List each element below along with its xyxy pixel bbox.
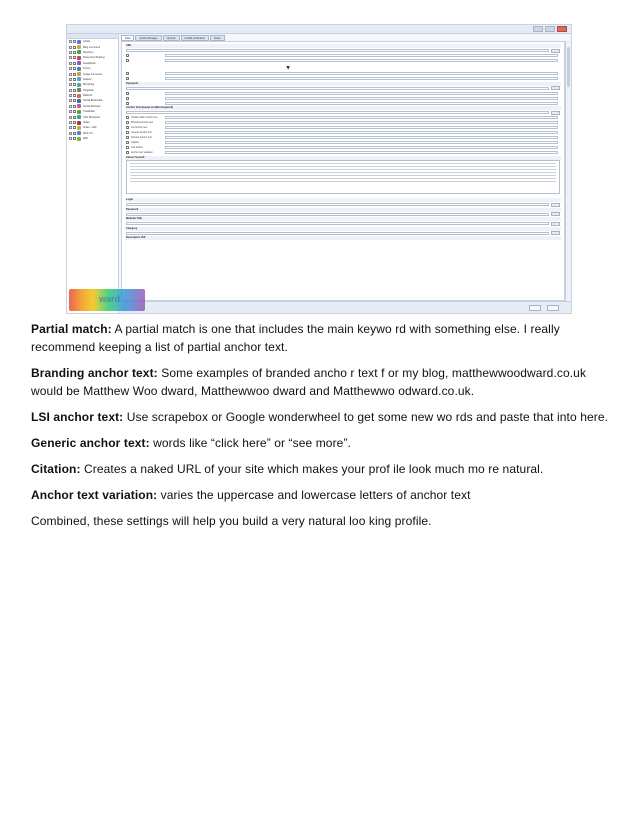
form-row	[125, 72, 561, 76]
term-description: Creates a naked URL of your site which makes your prof ile look much mo re natural.	[80, 462, 544, 476]
expand-icon	[69, 51, 72, 54]
field-label: URL	[126, 44, 132, 47]
engine-icon	[77, 99, 81, 103]
checkbox-icon	[126, 131, 129, 134]
term-label: Generic anchor text:	[31, 436, 150, 450]
conclusion-text: Combined, these settings will help you build a very natural loo king profile.	[31, 514, 432, 528]
tree-item-label: Wiki	[83, 137, 88, 141]
tree-item	[67, 136, 118, 141]
form-row	[125, 96, 561, 100]
embedded-screenshot	[66, 24, 572, 314]
field-label: Keywords	[126, 81, 139, 85]
text-field	[165, 59, 558, 62]
tree-item-label: Pingback	[83, 88, 94, 92]
tree-item-label: Video	[83, 121, 90, 125]
text-field	[165, 151, 558, 154]
form-row	[125, 212, 561, 216]
form-row	[125, 116, 561, 120]
paragraph-citation	[31, 460, 613, 478]
term-label: Branding anchor text:	[31, 366, 158, 380]
form-row	[125, 121, 561, 125]
term-label: Partial match:	[31, 322, 112, 336]
engine-icon	[77, 131, 81, 135]
text-field	[126, 49, 549, 52]
engine-icon	[77, 45, 81, 49]
expand-icon	[69, 40, 72, 43]
tree-item-label: Social Network	[83, 104, 101, 108]
term-description: Use scrapebox or Google wonderwheel to get some new wo rds and paste that into here.	[123, 410, 609, 424]
field-header	[125, 227, 561, 231]
tree-item-label: Trackback	[83, 110, 95, 114]
tab: Data	[121, 35, 134, 41]
checkbox-icon	[73, 110, 76, 113]
checkbox-label: Citation	[131, 141, 140, 144]
engine-icon	[77, 67, 81, 71]
checkbox-icon	[73, 51, 76, 54]
edit-button	[551, 222, 560, 226]
text-field	[126, 222, 549, 225]
checkbox-icon	[73, 132, 76, 135]
form-row	[125, 151, 561, 155]
engine-icon	[77, 115, 81, 119]
form-row	[125, 222, 561, 226]
checkbox-icon	[126, 141, 129, 144]
field-header	[125, 217, 561, 221]
form-row	[125, 54, 561, 58]
tree-item-label: Referrer	[83, 94, 93, 98]
checkbox-icon	[126, 59, 129, 62]
checkbox-icon	[126, 77, 129, 80]
form-row	[125, 131, 561, 135]
checkbox-label: Partial match anchor text	[131, 116, 158, 119]
form-row	[125, 101, 561, 105]
engine-icon	[77, 50, 81, 54]
text-field	[165, 77, 558, 80]
field-header	[125, 82, 561, 86]
text-field	[165, 97, 558, 100]
field-label: Description 250	[126, 236, 146, 239]
field-label: Anchor Text (based on Main Keyword)	[126, 106, 174, 109]
checkbox-icon	[126, 72, 129, 75]
engine-icon	[77, 121, 81, 125]
checkbox-icon	[73, 99, 76, 102]
text-field	[165, 126, 558, 129]
tree-item-label: Indexer	[83, 77, 92, 81]
text-field	[165, 102, 558, 105]
expand-icon	[69, 83, 72, 86]
text-field	[126, 203, 549, 206]
text-field	[165, 54, 558, 57]
field-header	[125, 198, 561, 202]
engine-icon	[77, 88, 81, 92]
tree-item-label: Video - Add	[83, 126, 97, 130]
expand-icon	[69, 78, 72, 81]
tree-item-label: URL Shortener	[83, 115, 101, 119]
expand-icon	[69, 67, 72, 70]
engine-icon	[77, 56, 81, 60]
checkbox-icon	[73, 62, 76, 65]
checkbox-icon	[73, 94, 76, 97]
tab: Options	[163, 35, 180, 41]
expand-icon	[69, 99, 72, 102]
site-logo-watermark: ward	[69, 289, 145, 311]
engine-icon	[77, 94, 81, 98]
checkbox-label: Generic anchor text	[131, 131, 152, 134]
expand-icon	[69, 137, 72, 140]
checkbox-icon	[126, 146, 129, 149]
checkbox-icon	[73, 126, 76, 129]
tree-item-label: Article	[83, 40, 91, 44]
edit-button	[551, 212, 560, 216]
checkbox-icon	[126, 121, 129, 124]
paragraph-generic-anchor	[31, 434, 613, 452]
engine-icon	[77, 137, 81, 141]
field-header	[125, 236, 561, 240]
form-row	[125, 86, 561, 90]
expand-icon	[69, 46, 72, 49]
checkbox-icon	[126, 102, 129, 105]
field-label: Website Title	[126, 217, 142, 220]
engine-icon	[77, 72, 81, 76]
edit-button	[551, 203, 560, 207]
text-field	[165, 92, 558, 95]
form-row	[125, 59, 561, 63]
text-field	[126, 213, 549, 216]
expand-icon	[69, 116, 72, 119]
tree-item-label: Directory	[83, 50, 94, 54]
engine-icon	[77, 110, 81, 114]
expand-icon	[69, 126, 72, 129]
checkbox-icon	[73, 137, 76, 140]
term-label: Citation:	[31, 462, 81, 476]
text-field	[126, 232, 549, 235]
expand-icon	[69, 89, 72, 92]
close-icon	[557, 26, 567, 32]
edit-button	[551, 111, 560, 115]
text-field	[165, 116, 558, 119]
form-row	[125, 146, 561, 150]
about-textarea	[126, 160, 560, 194]
text-field	[165, 136, 558, 139]
checkbox-icon	[73, 116, 76, 119]
form-row	[125, 77, 561, 81]
cancel-button	[547, 305, 559, 311]
vertical-scrollbar	[565, 41, 571, 301]
term-label: LSI anchor text:	[31, 410, 124, 424]
expand-icon	[69, 121, 72, 124]
text-field	[165, 146, 558, 149]
field-label: Password	[126, 207, 139, 211]
engine-icon	[77, 77, 81, 81]
checkbox-icon	[73, 46, 76, 49]
field-label: Login	[126, 198, 134, 201]
tree-item-label: Web 2.0	[83, 131, 93, 135]
engine-icon	[77, 40, 81, 44]
form-row	[125, 136, 561, 140]
checkbox-icon	[73, 105, 76, 108]
checkbox-label: Branding anchor text	[131, 121, 154, 124]
expand-icon	[69, 73, 72, 76]
term-description: words like “click here” or “see more”.	[149, 436, 351, 450]
paragraph-branding-anchor	[31, 364, 613, 400]
text-field	[126, 87, 549, 90]
tab: E-Mail verification	[181, 35, 209, 41]
form-row	[125, 126, 561, 130]
checkbox-label: Anchor text variation	[131, 151, 153, 154]
text-field	[165, 121, 558, 124]
checkbox-icon	[73, 67, 76, 70]
form-row	[125, 91, 561, 95]
checkbox-icon	[126, 92, 129, 95]
checkbox-icon	[126, 54, 129, 57]
checkbox-label: LSI anchor text	[131, 126, 148, 129]
settings-panel	[121, 41, 565, 301]
ok-button	[529, 305, 541, 311]
engine-icon	[77, 126, 81, 130]
paragraph-partial-match	[31, 320, 613, 356]
checkbox-icon	[73, 78, 76, 81]
field-label: Category	[126, 226, 138, 230]
expand-icon	[69, 110, 72, 113]
maximize-icon	[545, 26, 555, 32]
field-header	[125, 44, 561, 48]
tree-item-label: Blog Comment	[83, 45, 101, 49]
checkbox-icon	[126, 97, 129, 100]
paragraph-anchor-variation	[31, 486, 613, 504]
tree-item-label: Document Sharing	[83, 56, 105, 60]
expand-icon	[69, 132, 72, 135]
text-field	[165, 72, 558, 75]
paragraph-lsi-anchor	[31, 408, 613, 426]
checkbox-icon	[73, 40, 76, 43]
expand-icon	[69, 105, 72, 108]
engine-icon	[77, 104, 81, 108]
text-field	[165, 131, 558, 134]
form-row	[125, 141, 561, 145]
text-field	[165, 141, 558, 144]
tree-item-label: Guestbook	[83, 61, 96, 65]
term-description: varies the uppercase and lowercase letters of anchor text	[157, 488, 471, 502]
form-row	[125, 231, 561, 235]
tab: Notes	[210, 35, 225, 41]
window-titlebar	[67, 25, 571, 34]
field-header	[125, 106, 561, 110]
checkbox-icon	[73, 56, 76, 59]
checkbox-icon	[126, 151, 129, 154]
engine-icon	[77, 83, 81, 87]
tree-item-label: Image Comment	[83, 72, 103, 76]
checkbox-icon	[73, 89, 76, 92]
checkbox-icon	[73, 121, 76, 124]
tree-item-label: Microblog	[83, 83, 95, 87]
edit-button	[551, 49, 560, 53]
field-header	[125, 156, 561, 160]
tree-item-label: Social Bookmark	[83, 99, 103, 103]
expand-icon	[69, 56, 72, 59]
field-label: About Yourself	[126, 155, 145, 159]
edit-button	[551, 86, 560, 90]
checkbox-icon	[73, 83, 76, 86]
checkbox-label: Use Follow	[131, 146, 143, 149]
field-header	[125, 208, 561, 212]
paragraph-conclusion	[31, 512, 613, 530]
text-field	[126, 111, 549, 114]
form-row	[125, 49, 561, 53]
form-row	[125, 203, 561, 207]
expand-icon	[69, 62, 72, 65]
checkbox-icon	[126, 136, 129, 139]
form-row	[125, 111, 561, 115]
engine-icon	[77, 61, 81, 65]
tab: Article Manager	[135, 35, 161, 41]
minimize-icon	[533, 26, 543, 32]
edit-button	[551, 231, 560, 235]
term-description: A partial match is one that includes the main keywo rd with something else. I really recommend keeping a list of partial anchor text.	[31, 322, 560, 354]
engine-tree	[67, 34, 119, 313]
checkbox-icon	[73, 73, 76, 76]
bottom-bar	[121, 301, 571, 313]
term-description: Some examples of branded ancho r text f or my blog, matthewwoodward.co.uk would be Matthew Woo dward, Matthewwoo dward and Matthewwo odward.co.uk.	[31, 366, 587, 398]
checkbox-icon	[126, 116, 129, 119]
checkbox-label: Domain anchor text	[131, 136, 152, 139]
expand-icon	[69, 94, 72, 97]
tree-item-label: Forum	[83, 67, 91, 71]
checkbox-icon	[126, 126, 129, 129]
term-label: Anchor text variation:	[31, 488, 158, 502]
